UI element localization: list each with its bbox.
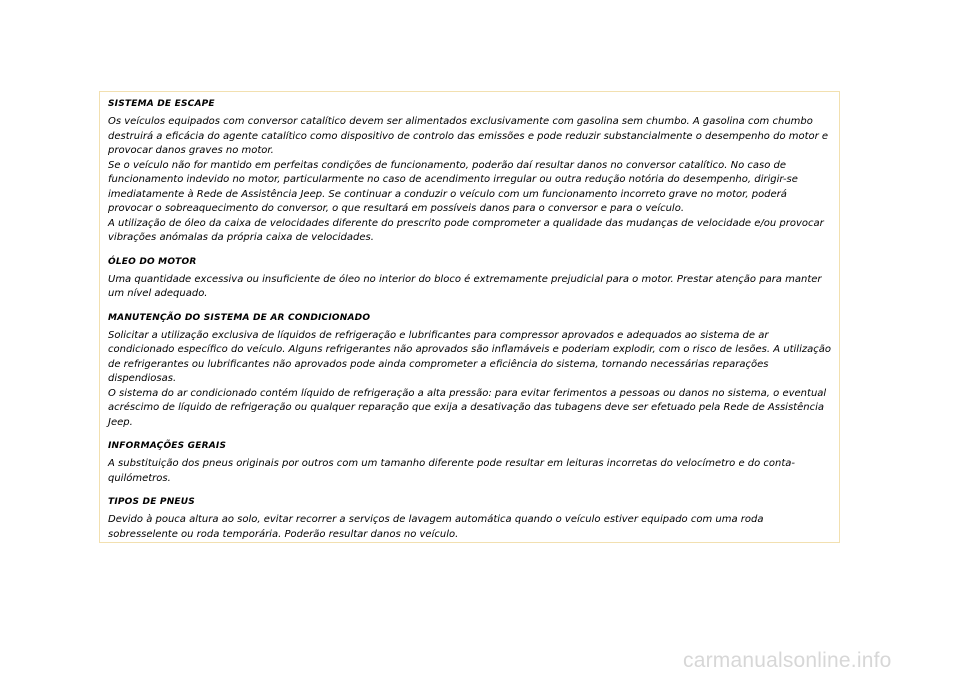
section-body xyxy=(108,115,831,246)
paragraph: Devido à pouca altura ao solo, evitar recorrer a serviços de lavagem automática quando o veículo estiver equipado com uma roda sobresselente ou roda temporária. Poderão resultar danos no veículo. xyxy=(108,514,764,540)
paragraph: A substituição dos pneus originais por outros com um tamanho diferente pode resultar em leituras incorretas do velocímetro e do conta-quilómetros. xyxy=(108,458,796,484)
section-body xyxy=(108,513,831,542)
section-title: TIPOS DE PNEUS xyxy=(108,497,195,507)
section-body xyxy=(108,329,831,431)
section-oleo-do-motor xyxy=(108,256,831,302)
section-title: INFORMAÇÕES GERAIS xyxy=(108,441,227,451)
paragraph: Uma quantidade excessiva ou insuficiente de óleo no interior do bloco é extremamente prejudicial para o motor. Prestar atenção para manter um nível adequado. xyxy=(108,273,822,299)
section-title: MANUTENÇÃO DO SISTEMA DE AR CONDICIONADO xyxy=(108,312,371,323)
paragraph: Se o veículo não for mantido em perfeitas condições de funcionamento, poderão daí resultar danos no conversor catalítico. No caso de funcionamento indevido no motor, particularmente no caso de acendimento irregular ou outra redução notória do desempenho, dirigir-se imediatamente à Rede de Assistência Jeep. Se continuar a conduzir o veículo com um funcionamento incorreto grave no motor, poderá provocar o sobreaquecimento do conversor, o que resultará em possíveis danos para o conversor e para o veículo. xyxy=(108,159,798,214)
warning-box xyxy=(99,91,840,543)
section-body xyxy=(108,457,831,486)
section-title: ÓLEO DO MOTOR xyxy=(108,256,197,267)
paragraph: Os veículos equipados com conversor catalítico devem ser alimentados exclusivamente com gasolina sem chumbo. A gasolina com chumbo destruirá a eficácia do agente catalítico como dispositivo de controlo das emissões e pode reduzir substancialmente o desempenho do motor e provocar danos graves no motor. xyxy=(108,116,829,156)
paragraph: Solicitar a utilização exclusiva de líquidos de refrigeração e lubrificantes para compressor aprovados e adequados ao sistema de ar condicionado específico do veículo. Alguns refrigerantes não aprovados são inflamáveis e poderiam explodir, com o risco de lesões. A utilização de refrigerantes ou lubrificantes não aprovados pode ainda comprometer a eficiência do sistema, tornando necessárias reparações dispendiosas. xyxy=(108,329,831,384)
paragraph: A utilização de óleo da caixa de velocidades diferente do prescrito pode comprometer a qualidade das mudanças de velocidade e/ou provocar vibrações anómalas da própria caixa de velocidades. xyxy=(108,217,824,243)
section-tipos-de-pneus xyxy=(108,496,831,542)
section-sistema-de-escape xyxy=(108,98,831,246)
section-informacoes-gerais xyxy=(108,440,831,486)
section-body xyxy=(108,273,831,302)
watermark: carmanualsonline.info xyxy=(683,649,892,672)
paragraph: O sistema do ar condicionado contém líquido de refrigeração a alta pressão: para evitar ferimentos a pessoas ou danos no sistema, o eventual acréscimo de líquido de refrigeração ou qualquer reparação que exija a desativação das tubagens deve ser efetuado pela Rede de Assistência Jeep. xyxy=(108,387,827,428)
section-title: SISTEMA DE ESCAPE xyxy=(108,99,215,109)
section-manutencao-ar-condicionado xyxy=(108,312,831,431)
